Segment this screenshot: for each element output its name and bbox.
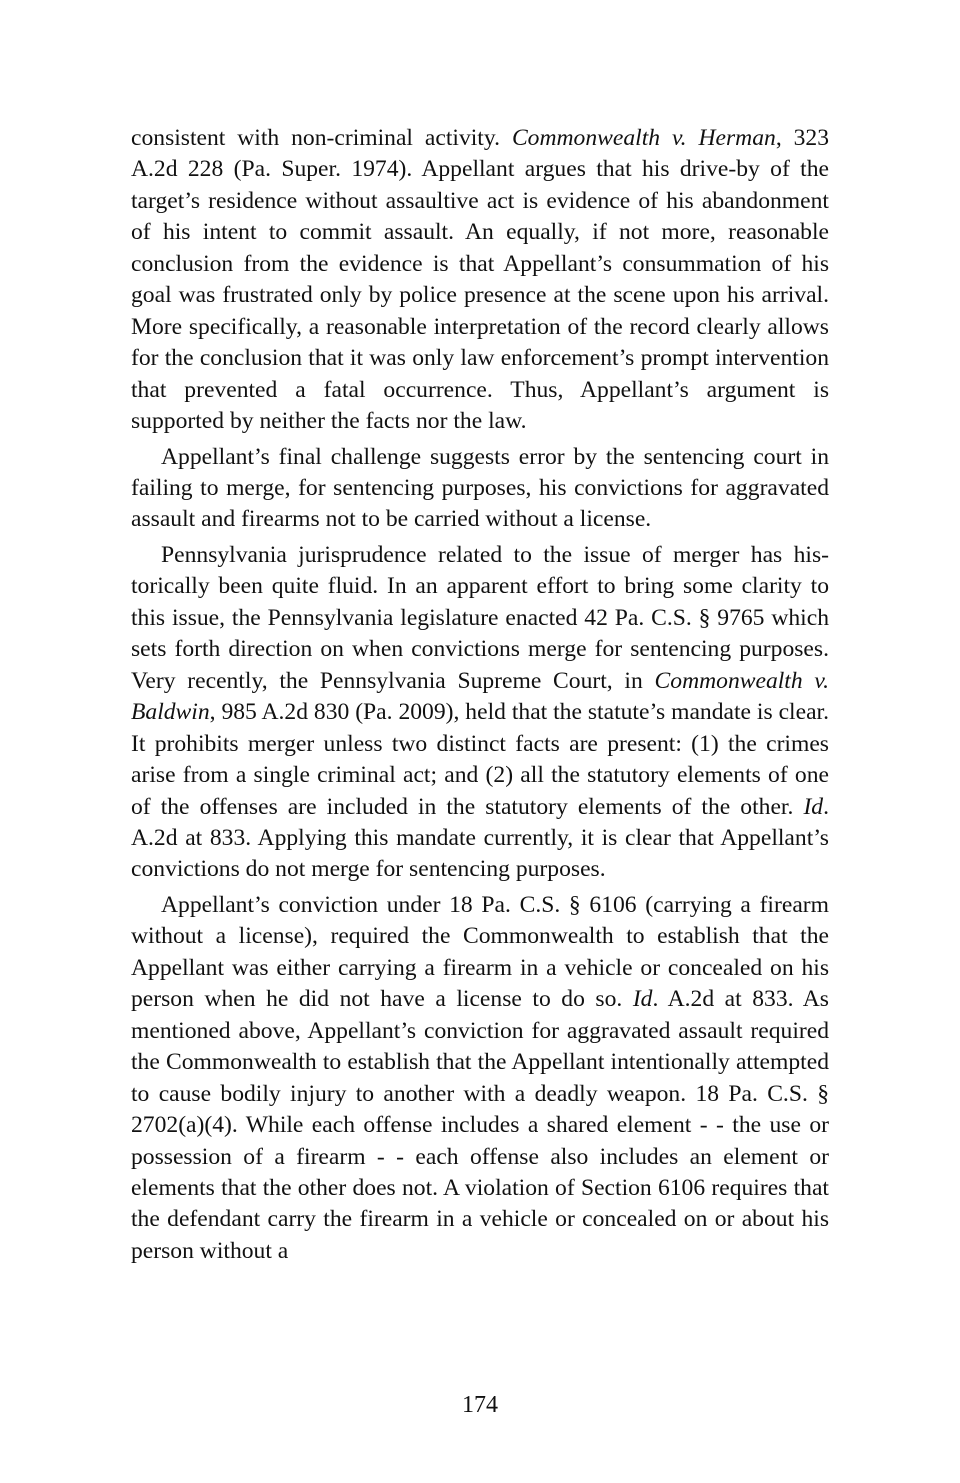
paragraph-text-run: Appellant’s final challenge suggests error by the sentencing court in failing to merge, for sentencing purposes, his convictions for aggravated assault and firearms not to be carried without a license. bbox=[131, 443, 829, 533]
citation-italic-text: Id bbox=[632, 986, 653, 1013]
citation-italic-text: Commonwealth v. Baldwin bbox=[131, 667, 830, 726]
citation-italic-text: Id bbox=[803, 793, 824, 820]
paragraph-2 bbox=[131, 442, 829, 536]
paragraph-text-run: consistent with non-criminal activity. bbox=[131, 125, 512, 151]
paragraph-3 bbox=[131, 540, 829, 886]
paragraph-text-run: . A.2d at 833. As mentioned above, Appellant’s conviction for aggravated assault required the Commonwealth to establish that the Appellant intentionally attempted to cause bodily injury to another with a deadly weapon. 18 Pa. C.S. § 2702(a)(4). While each offense includes a shared element - - the use or possession of a firearm - - each offense also includes an element or elements that the other does not. A violation of Section 6106 requires that the defendant carry the firearm in a vehicle or concealed on or about his person without a bbox=[131, 986, 829, 1264]
paragraph-text-run: . A.2d at 833. Applying this mandate currently, it is clear that Appellant’s convictions do not merge for sentencing purposes. bbox=[131, 793, 829, 883]
paragraph-text-run: Pennsylvania jurisprudence related to the issue of merger has historically been quite fluid. In an apparent effort to bring some clarity to this issue, the Pennsylvania legislature enacted 42 Pa. C.S. § 9765 which sets forth direction on when convictions merge for sentencing purposes. Very recently, the Pennsylvania Supreme Court, in bbox=[131, 541, 829, 694]
page-number: 174 bbox=[462, 1392, 498, 1418]
paragraph-1 bbox=[131, 123, 829, 438]
paragraph-text-run: Appellant’s conviction under 18 Pa. C.S. § 6106 (carrying a firearm without a license), required the Commonwealth to establish that the Appellant was either carrying a firearm in a vehicle or concealed on his person when he did not have a license to do so. bbox=[131, 891, 829, 1013]
paragraph-4 bbox=[131, 890, 829, 1267]
page-body bbox=[131, 123, 829, 1267]
paragraph-text-run: , 985 A.2d 830 (Pa. 2009), held that the statute’s mandate is clear. It prohibits merger unless two distinct facts are present: (1) the crimes arise from a single criminal act; and (2) all the statutory elements of one of the offenses are included in the statutory elements of the other. bbox=[131, 699, 829, 820]
citation-italic-text: Commonwealth v. Herman bbox=[511, 125, 776, 151]
paragraph-text-run: , 323 A.2d 228 (Pa. Super. 1974). Appellant argues that his drive-by of the target’s residence without assaultive act is evidence of his abandonment of his intent to commit assault. An equally, if not more, reasonable conclusion from the evidence is that Appellant’s consummation of his goal was frustrated only by police presence at the scene upon his arrival. More specifically, a reasonable interpretation of the record clearly allows for the conclusion that it was only law enforcement’s prompt intervention that prevented a fatal occurrence. Thus, Appellant’s argument is supported by neither the facts nor the law. bbox=[131, 125, 830, 435]
